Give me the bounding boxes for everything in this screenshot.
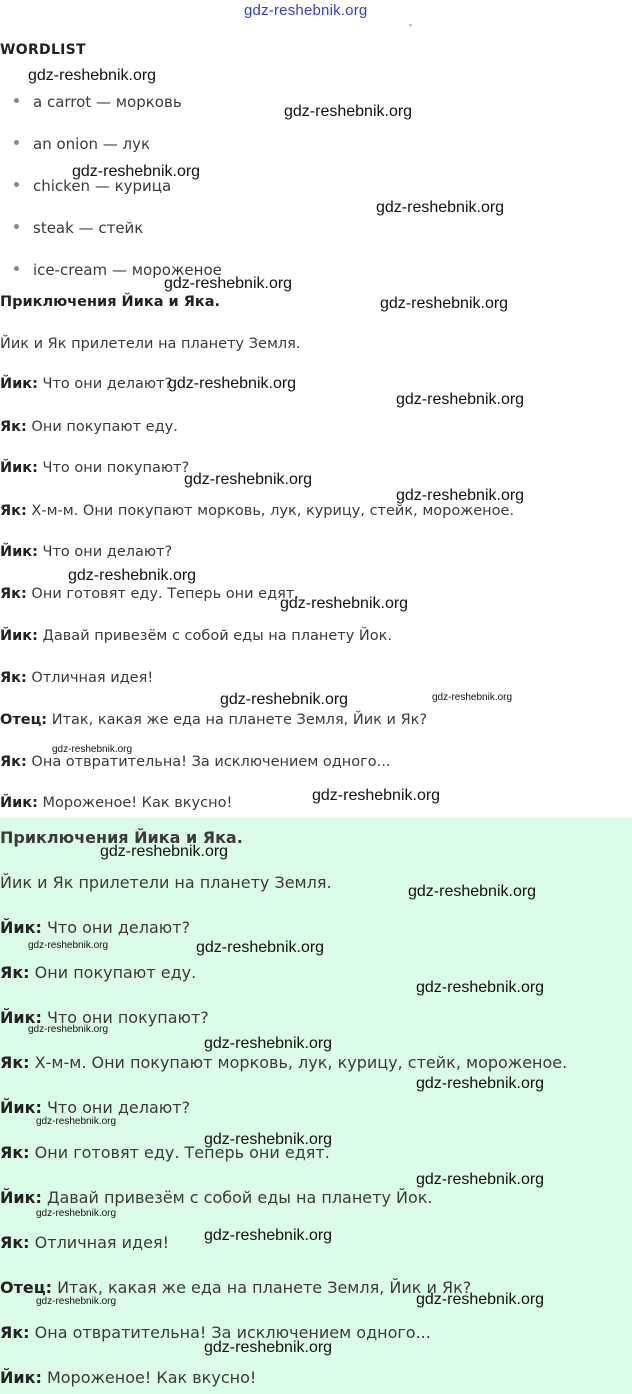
watermark: gdz-reshebnik.org [204, 1227, 333, 1244]
watermark: gdz-reshebnik.org [396, 487, 525, 504]
watermark: gdz-reshebnik.org [280, 595, 409, 612]
story-intro: Йик и Як прилетели на планету Земля. [0, 873, 332, 892]
watermark: gdz-reshebnik.org [36, 1208, 117, 1219]
watermark: gdz-reshebnik.org [28, 67, 157, 84]
dialogue-line: Йик: Мороженое! Как вкусно! [0, 795, 233, 811]
speaker: Як: [0, 1143, 30, 1162]
speaker: Як: [0, 1233, 30, 1252]
speaker: Йик: [0, 795, 38, 811]
dialogue-line: Як: Отличная идея! [0, 1233, 169, 1252]
watermark: gdz-reshebnik.org [408, 883, 537, 900]
watermark: gdz-reshebnik.org [416, 1171, 545, 1188]
speaker: Як: [0, 419, 27, 435]
dialogue-line: Як: Х-м-м. Они покупают морковь, лук, курицу, стейк, мороженое. [0, 1053, 568, 1072]
watermark: gdz-reshebnik.org [220, 691, 349, 708]
speaker: Йик: [0, 918, 42, 937]
bullet-icon [14, 224, 19, 229]
story-intro: Йик и Як прилетели на планету Земля. [0, 336, 301, 352]
dialogue-line: Як: Они готовят еду. Теперь они едят. [0, 586, 299, 602]
speaker: Як: [0, 1323, 30, 1342]
dialogue-line: Йик: Что они покупают? [0, 1008, 209, 1027]
speaker: Йик: [0, 544, 38, 560]
wordlist-item: an onion — лук [14, 135, 150, 153]
dialogue-line: Отец: Итак, какая же еда на планете Земля, Йик и Як? [0, 712, 428, 728]
speaker: Як: [0, 503, 27, 519]
speaker: Як: [0, 1053, 30, 1072]
dialogue-line: Йик: Что они делают? [0, 1098, 191, 1117]
speaker: Йик: [0, 1368, 42, 1387]
speaker: Отец: [0, 1278, 52, 1297]
watermark: gdz-reshebnik.org [204, 1131, 333, 1148]
dialogue-line: Йик: Что они делают? [0, 376, 173, 392]
bullet-icon [14, 140, 19, 145]
dialogue-line: Як: Она отвратительна! За исключением одного... [0, 754, 391, 770]
watermark: gdz-reshebnik.org [72, 163, 201, 180]
watermark: gdz-reshebnik.org [68, 567, 197, 584]
watermark: gdz-reshebnik.org [196, 939, 325, 956]
watermark: gdz-reshebnik.org [416, 979, 545, 996]
bullet-icon [14, 98, 19, 103]
dialogue-line: Йик: Давай привезём с собой еды на планету Йок. [0, 628, 392, 644]
dialogue-line: Як: Отличная идея! [0, 670, 154, 686]
speaker: Як: [0, 586, 27, 602]
watermark: gdz-reshebnik.org [28, 940, 109, 951]
dialogue-line: Як: Х-м-м. Они покупают морковь, лук, курицу, стейк, мороженое. [0, 503, 515, 519]
wordlist-item: a carrot — морковь [14, 93, 182, 111]
dialogue-line: Як: Они покупают еду. [0, 419, 178, 435]
watermark-top: gdz-reshebnik.org [244, 2, 368, 19]
speaker: Йик: [0, 1188, 42, 1207]
speaker: Як: [0, 754, 27, 770]
watermark: gdz-reshebnik.org [376, 199, 505, 216]
watermark: gdz-reshebnik.org [204, 1339, 333, 1356]
wordlist-item: ice-cream — мороженое [14, 261, 222, 279]
dialogue-line: Як: Она отвратительна! За исключением одного... [0, 1323, 431, 1342]
watermark: gdz-reshebnik.org [284, 103, 413, 120]
wordlist-item: chicken — курица [14, 177, 171, 195]
watermark: gdz-reshebnik.org [380, 295, 509, 312]
dialogue-line: Йик: Что они делают? [0, 544, 173, 560]
speaker: Йик: [0, 376, 38, 392]
speaker: Йик: [0, 1098, 42, 1117]
speaker: Отец: [0, 712, 48, 728]
dialogue-line: Йик: Что они покупают? [0, 460, 190, 476]
watermark: gdz-reshebnik.org [36, 1116, 117, 1127]
story-title: Приключения Йика и Яка. [0, 294, 221, 310]
watermark: gdz-reshebnik.org [416, 1075, 545, 1092]
dialogue-line: Йик: Давай привезём с собой еды на планету Йок. [0, 1188, 433, 1207]
speaker: Йик: [0, 460, 38, 476]
watermark: gdz-reshebnik.org [432, 692, 513, 703]
watermark: gdz-reshebnik.org [204, 1035, 333, 1052]
watermark: gdz-reshebnik.org [36, 1296, 117, 1307]
bullet-icon [14, 182, 19, 187]
speaker: Як: [0, 963, 30, 982]
wordlist-title: WORDLIST [0, 42, 86, 58]
dialogue-line: Як: Они готовят еду. Теперь они едят. [0, 1143, 330, 1162]
watermark: gdz-reshebnik.org [28, 1024, 109, 1035]
watermark: gdz-reshebnik.org [52, 744, 133, 755]
dialogue-line: Йик: Мороженое! Как вкусно! [0, 1368, 257, 1387]
watermark: gdz-reshebnik.org [184, 471, 313, 488]
watermark: gdz-reshebnik.org [164, 275, 293, 292]
bullet-icon [14, 266, 19, 271]
watermark: gdz-reshebnik.org [312, 787, 441, 804]
watermark: gdz-reshebnik.org [100, 843, 229, 860]
speaker: Йик: [0, 1008, 42, 1027]
watermark: gdz-reshebnik.org [416, 1291, 545, 1308]
watermark: gdz-reshebnik.org [168, 375, 297, 392]
watermark: gdz-reshebnik.org [396, 391, 525, 408]
speaker: Йик: [0, 628, 38, 644]
dialogue-line: Як: Они покупают еду. [0, 963, 197, 982]
wordlist-item: steak — стейк [14, 219, 143, 237]
dialogue-line: Йик: Что они делают? [0, 918, 191, 937]
speaker: Як: [0, 670, 27, 686]
dialogue-line: Отец: Итак, какая же еда на планете Земля, Йик и Як? [0, 1278, 472, 1297]
caret-icon: ˇ [408, 24, 413, 35]
story-title: Приключения Йика и Яка. [0, 828, 243, 847]
